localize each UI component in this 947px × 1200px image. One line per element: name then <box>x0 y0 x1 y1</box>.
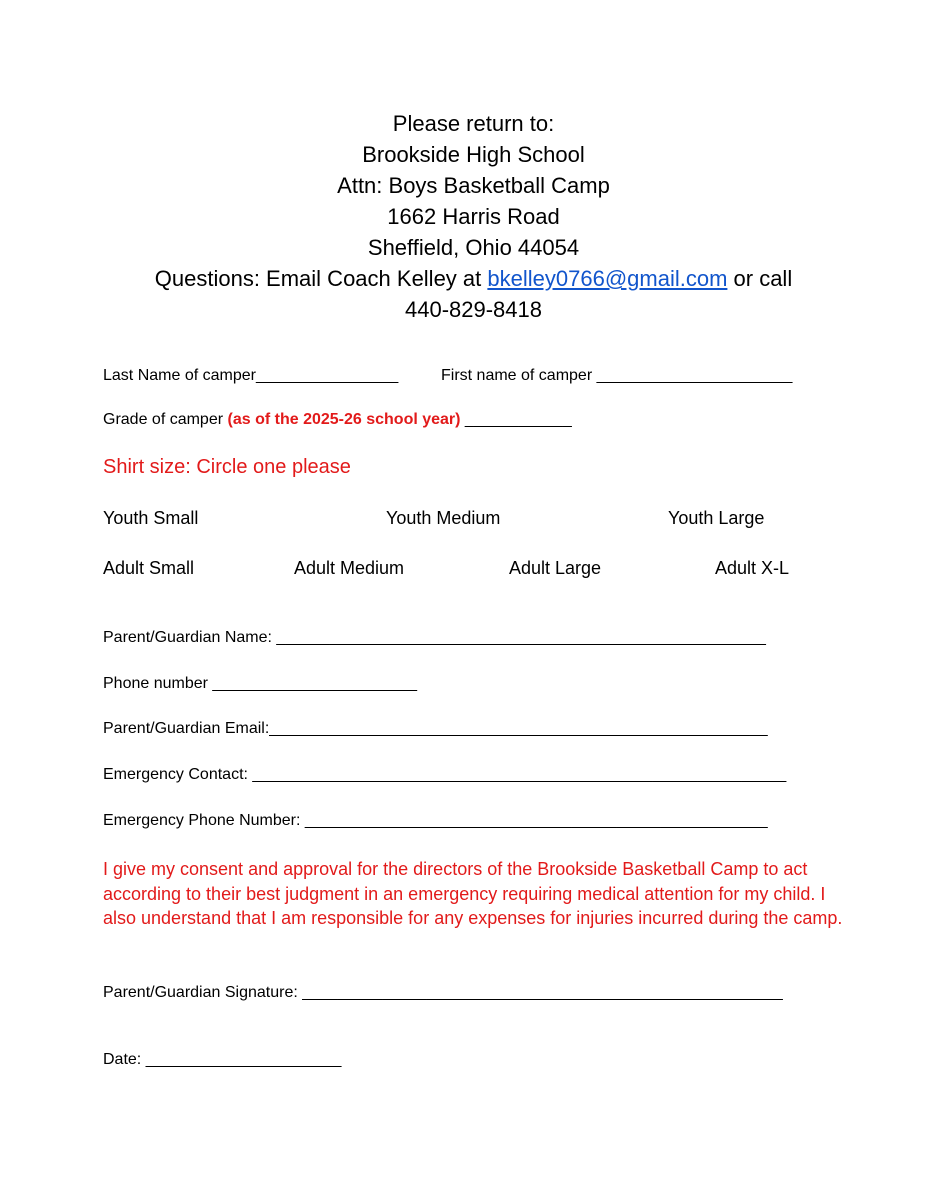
grade-field[interactable] <box>103 411 572 429</box>
shirt-option-adult-large[interactable]: Adult Large <box>509 558 602 578</box>
shirt-option-adult-small[interactable]: Adult Small <box>103 558 195 578</box>
street-address: 1662 Harris Road <box>387 204 560 229</box>
parent-email-field[interactable]: Parent/Guardian Email:________________________________________________________ <box>103 720 768 737</box>
return-address-block <box>0 108 947 325</box>
return-to-heading: Please return to: <box>392 111 555 136</box>
grade-label: Grade of camper <box>103 411 228 428</box>
coach-email-link[interactable]: bkelley0766@gmail.com <box>487 266 728 291</box>
shirt-option-youth-small[interactable]: Youth Small <box>103 508 199 528</box>
shirt-option-adult-medium[interactable]: Adult Medium <box>294 558 405 578</box>
grade-blank[interactable]: ____________ <box>460 411 572 428</box>
school-name: Brookside High School <box>362 142 585 167</box>
coach-phone: 440-829-8418 <box>404 297 542 322</box>
first-name-field[interactable]: First name of camper ______________________ <box>441 367 793 384</box>
questions-line <box>0 263 947 294</box>
shirt-size-title: Shirt size: Circle one please <box>103 456 351 478</box>
questions-suffix: or call <box>727 266 793 291</box>
last-name-field[interactable]: Last Name of camper________________ <box>103 367 399 384</box>
parent-name-field[interactable]: Parent/Guardian Name: _______________________________________________________ <box>103 629 766 646</box>
emergency-contact-field[interactable]: Emergency Contact: ____________________________________________________________ <box>103 766 787 783</box>
attn-line: Attn: Boys Basketball Camp <box>337 173 610 198</box>
shirt-option-youth-medium[interactable]: Youth Medium <box>386 508 501 528</box>
phone-number-field[interactable]: Phone number _______________________ <box>103 675 418 692</box>
shirt-option-adult-xl[interactable]: Adult X-L <box>715 558 790 578</box>
date-field[interactable]: Date: ______________________ <box>103 1051 342 1068</box>
shirt-option-youth-large[interactable]: Youth Large <box>668 508 765 528</box>
signature-field[interactable]: Parent/Guardian Signature: ______________________________________________________ <box>103 984 783 1001</box>
grade-note: (as of the 2025-26 school year) <box>227 411 461 428</box>
medical-consent-statement: I give my consent and approval for the directors of the Brookside Basketball Camp to act according to their best judgment in an emergency requiring medical attention for my child. I also understand that I am responsible for any expenses for injuries incurred during the camp. <box>103 859 843 928</box>
questions-prefix: Questions: Email Coach Kelley at <box>154 266 488 291</box>
city-state-zip: Sheffield, Ohio 44054 <box>367 235 580 260</box>
emergency-phone-field[interactable]: Emergency Phone Number: ____________________________________________________ <box>103 812 768 829</box>
